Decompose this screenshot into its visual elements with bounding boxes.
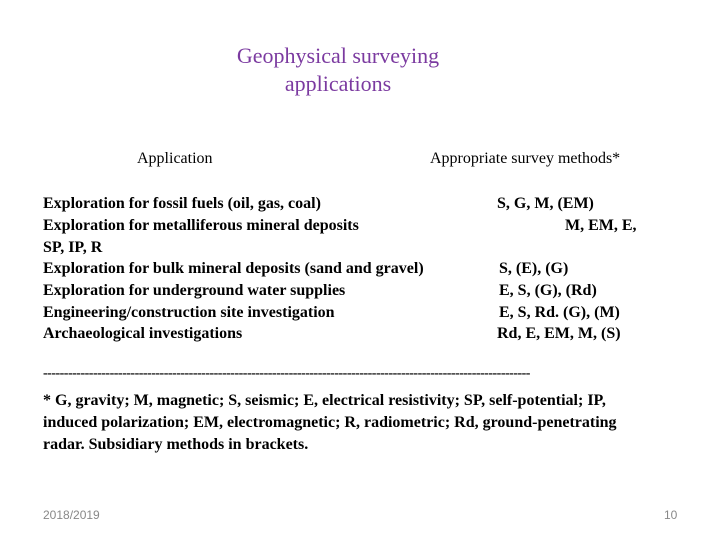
table-row-application: Exploration for metalliferous mineral deposits: [43, 217, 359, 234]
column-header-application: Application: [137, 150, 213, 167]
column-header-methods: Appropriate survey methods*: [430, 150, 621, 167]
page-number: 10: [664, 508, 678, 522]
table-row-application: Exploration for bulk mineral deposits (sand and gravel): [43, 260, 424, 277]
slide-title: [0, 42, 676, 98]
footer-date: 2018/2019: [43, 508, 100, 522]
table-row-methods: E, S, (G), (Rd): [499, 282, 597, 299]
table-row-methods: M, EM, E,: [565, 217, 637, 234]
table-row-methods: E, S, Rd. (G), (M): [499, 304, 620, 321]
divider-line: ---------------------------------------------------------------------------------------------------------------------: [43, 366, 530, 381]
table-row-methods: S, (E), (G): [499, 260, 569, 277]
table-row-application: Archaeological investigations: [43, 325, 243, 342]
title-line-1: Geophysical surveying: [236, 43, 440, 68]
table-row-application: Exploration for fossil fuels (oil, gas, coal): [43, 195, 321, 212]
table-row-methods: S, G, M, (EM): [497, 195, 594, 212]
table-row-methods: Rd, E, EM, M, (S): [497, 325, 621, 342]
table-row-application: Exploration for underground water supplies: [43, 282, 346, 299]
footnote: * G, gravity; M, magnetic; S, seismic; E, electrical resistivity; SP, self-potential; IP, induced polarization; EM, electromagnetic; R, radiometric; Rd, ground-penetrating radar. Subsidiary methods in brackets.: [43, 392, 617, 453]
title-line-2: applications: [284, 71, 392, 96]
table-row-application: SP, IP, R: [43, 239, 103, 256]
table-row-application: Engineering/construction site investigation: [43, 304, 335, 321]
